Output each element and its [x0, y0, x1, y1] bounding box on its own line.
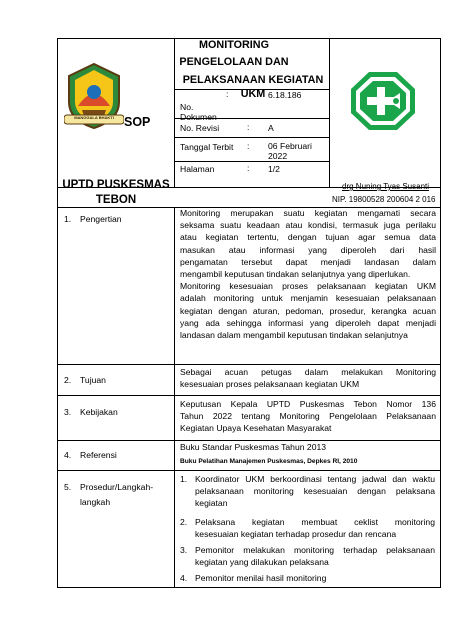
- puskesmas-logo-icon: [350, 71, 416, 131]
- section-4-reference-1: Buku Standar Puskesmas Tahun 2013: [180, 442, 327, 452]
- section-1-content: Monitoring merupakan suatu kegiatan mengamati secara seksama suatu keadaan atau kondisi, termasuk juga perilaku atau kegiatan tertentu, dengan tujuan agar semua data masukan atau informasi yang diperoleh dari hasil pengamatan tersebut dapat menjadi landasan dalam mengambil keputusan tindakan selanjutnya yang diperlukan. Monitoring kesesuaian proses pelaksanaan kegiatan UKM adalah monitoring untuk menjamin kesesuaian pelaksanaan kegiatan dengan aturan, pedoman, prosedur, kerangka acuan yang ada sehingga informasi yang diperoleh dapat menjadi landasan dalam mengambil keputusan tindakan selanjutnya: [180, 208, 436, 341]
- section-2-number: 2.: [64, 375, 72, 385]
- section-2-label: Tujuan: [80, 375, 106, 385]
- page-label: Halaman: [180, 164, 215, 174]
- section-2-content: Sebagai acuan petugas dalam melakukan Monitoring kesesuaian proses pelaksanaan kegiatan UKM: [180, 367, 436, 390]
- section-3-number: 3.: [64, 407, 72, 417]
- emblem-motto: MANGGALA BHAKTI: [74, 115, 114, 120]
- issue-date-value: 06 Februari 2022: [268, 141, 312, 161]
- doc-number-colon: :: [226, 89, 229, 99]
- section-1-number: 1.: [64, 214, 72, 224]
- page-colon: :: [247, 163, 250, 173]
- doc-number-label: No. Dokumen: [180, 102, 217, 122]
- section-3-label: Kebijakan: [80, 407, 118, 417]
- document-title-line-1: MONITORING: [199, 39, 269, 51]
- section-5-label-line-2: langkah: [80, 497, 111, 507]
- revision-value: A: [268, 123, 274, 133]
- section-3-content: Keputusan Kepala UPTD Puskesmas Tebon Nomor 136 Tahun 2022 tentang Monitoring Pengelolaan Pelaksanaan Kegiatan Upaya Kesehatan Masyarakat: [180, 399, 436, 434]
- issue-date-label: Tanggal Terbit: [180, 142, 234, 152]
- institution-name: UPTD PUSKESMAS TEBON: [62, 179, 170, 206]
- page-value: 1/2: [268, 164, 280, 174]
- section-4-number: 4.: [64, 450, 72, 460]
- document-title-line-2: PENGELOLAAN DAN: [179, 56, 289, 68]
- section-4-label: Referensi: [80, 450, 117, 460]
- section-4-reference-2: Buku Pelatihan Manajemen Puskesmas, Depkes RI, 2010: [180, 458, 358, 465]
- revision-label: No. Revisi: [180, 123, 220, 133]
- issue-date-colon: :: [247, 141, 250, 151]
- section-5-number: 5.: [64, 482, 72, 492]
- document-title-line-3: PELAKSANAAN KEGIATAN UKM: [182, 74, 324, 100]
- signatory-name: drg Nuning Tyas Susanti: [342, 182, 430, 191]
- doc-number-value: 6.18.186: [268, 90, 302, 100]
- signatory-nip: NIP. 19800528 200604 2 016: [332, 195, 436, 204]
- section-5-label-line-1: Prosedur/Langkah-: [80, 482, 154, 492]
- sop-label: SOP: [124, 115, 151, 129]
- section-1-label: Pengertian: [80, 214, 122, 224]
- revision-colon: :: [247, 122, 250, 132]
